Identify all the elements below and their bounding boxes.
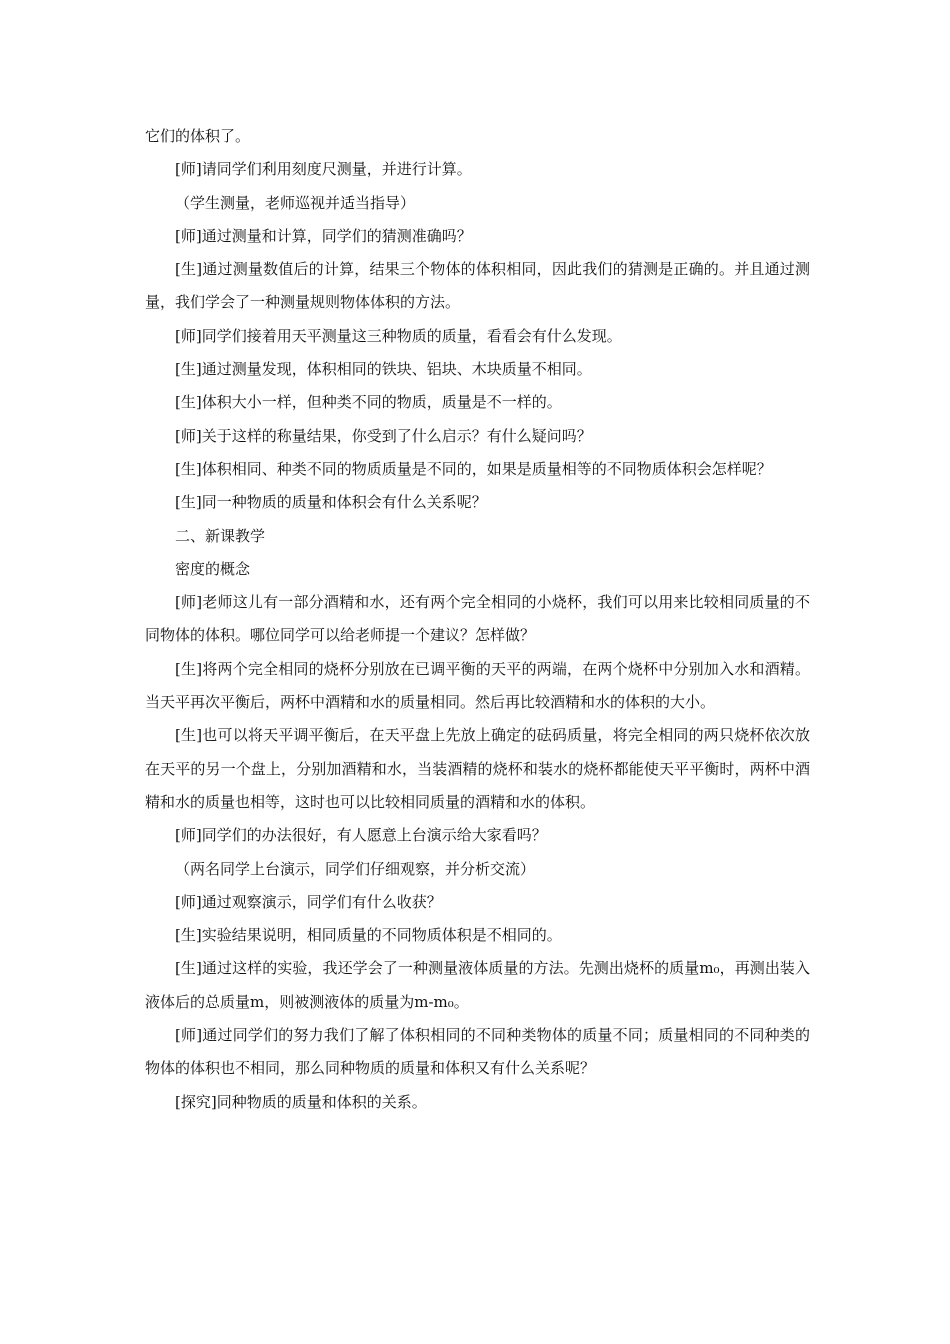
paragraph: （学生测量，老师巡视并适当指导） — [175, 193, 416, 212]
paragraph: [师]通过观察演示，同学们有什么收获？ — [175, 892, 442, 911]
paragraph: [生]通过测量发现，体积相同的铁块、铝块、木块质量不相同。 — [175, 360, 592, 379]
paragraph: （两名同学上台演示，同学们仔细观察，并分析交流） — [175, 859, 536, 878]
paragraph: [师]关于这样的称量结果，你受到了什么启示？有什么疑问吗？ — [175, 426, 592, 445]
paragraph: [生]将两个完全相同的烧杯分别放在已调平衡的天平的两端，在两个烧杯中分别加入水和酒精。当天平再次平衡后，两杯中酒精和水的质量相同。然后再比较酒精和水的体积的大小。 — [145, 659, 810, 712]
paragraph: [生]通过这样的实验，我还学会了一种测量液体质量的方法。先测出烧杯的质量m₀，再测出装入液体后的总质量m，则被测液体的质量为m-m₀。 — [145, 959, 810, 1011]
paragraph: [师]请同学们利用刻度尺测量，并进行计算。 — [175, 160, 472, 179]
paragraph: [师]同学们的办法很好，有人愿意上台演示给大家看吗？ — [175, 826, 547, 845]
paragraph: [师]老师这儿有一部分酒精和水，还有两个完全相同的小烧杯，我们可以用来比较相同质量的不同物体的体积。哪位同学可以给老师提一个建议？怎样做？ — [145, 593, 810, 645]
paragraph: [生]同一种物质的质量和体积会有什么关系呢？ — [175, 493, 487, 512]
paragraph: 它们的体积了。 — [145, 127, 251, 145]
paragraph: [生]体积大小一样，但种类不同的物质，质量是不一样的。 — [175, 393, 562, 412]
subsection-heading: 密度的概念 — [175, 559, 251, 578]
document-body — [145, 120, 810, 1119]
paragraph: [生]也可以将天平调平衡后，在天平盘上先放上确定的砝码质量，将完全相同的两只烧杯依次放在天平的另一个盘上，分别加酒精和水，当装酒精的烧杯和装水的烧杯都能使天平平衡时，两杯中酒精和水的质量也相等，这时也可以比较相同质量的酒精和水的体积。 — [145, 726, 810, 811]
paragraph: [师]同学们接着用天平测量这三种物质的质量，看看会有什么发现。 — [175, 326, 622, 345]
paragraph: [师]通过同学们的努力我们了解了体积相同的不同种类物体的质量不同；质量相同的不同种类的物体的体积也不相同，那么同种物质的质量和体积又有什么关系呢？ — [145, 1026, 810, 1078]
section-heading: 二、新课教学 — [175, 526, 266, 545]
paragraph: [探究]同种物质的质量和体积的关系。 — [175, 1092, 427, 1111]
paragraph: [生]实验结果说明，相同质量的不同物质体积是不相同的。 — [175, 926, 562, 945]
paragraph: [生]体积相同、种类不同的物质质量是不同的，如果是质量相等的不同物质体积会怎样呢？ — [175, 459, 772, 478]
paragraph: [生]通过测量数值后的计算，结果三个物体的体积相同，因此我们的猜测是正确的。并且通过测量，我们学会了一种测量规则物体体积的方法。 — [145, 260, 810, 312]
paragraph: [师]通过测量和计算，同学们的猜测准确吗？ — [175, 226, 472, 245]
